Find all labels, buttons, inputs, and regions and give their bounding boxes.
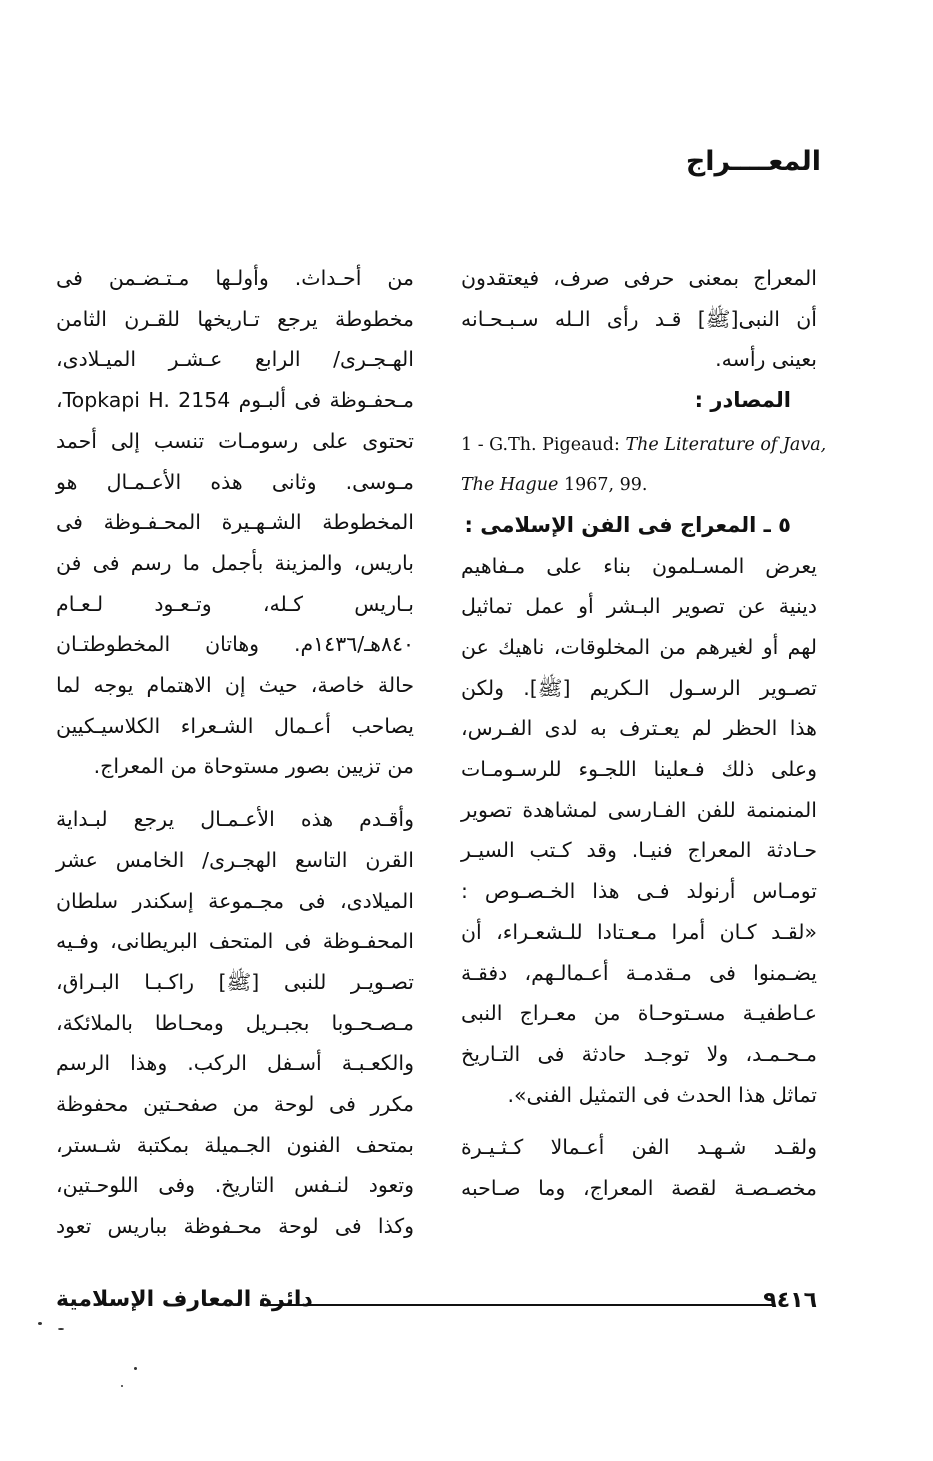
text-line: مـوسى. وثانى هذه الأعـمـال هو	[56, 469, 414, 494]
scan-speck	[121, 1385, 123, 1387]
text-line: بمتحف الفنون الجـميلة بمكتبة شـستر،	[56, 1132, 414, 1157]
text-line: يصاحب أعـمال الشـعراء الكلاسيـكيين	[56, 713, 414, 738]
sources-heading: المصادر :	[694, 388, 791, 413]
text-line: وتعود لنـفس التاريخ. وفى اللوحـتين،	[56, 1173, 414, 1198]
text-line: مـحـمـد، ولا توجـد حادثة فى التـاريخ	[461, 1041, 817, 1066]
paragraph	[461, 546, 817, 1116]
footer-rule	[260, 1304, 772, 1306]
text-line: والكعـبـة أسـفل الركب. وهذا الرسم	[56, 1051, 414, 1076]
text-line: وكذا فى لوحة محـفوظة بباريس تعود	[56, 1214, 414, 1239]
text-line: الهـجـرى/ الرابع عـشـر الميـلادى،	[56, 347, 414, 372]
section-heading: ٥ ـ المعراج فى الفن الإسلامى :	[464, 512, 791, 537]
text-line: عـاطفيـة مسـتوحـاة من معـراج النبى	[461, 1001, 817, 1026]
text-line: القرن التاسع الهجـرى/ الخامس عشر	[56, 847, 414, 872]
text-line: تومـاس أرنولد فـى هذا الخـصـوص :	[461, 879, 817, 904]
left-column	[56, 258, 414, 1247]
text-line: من تزيين بصور مستوحاة من المعراج.	[93, 754, 414, 779]
text-line: تماثل هذا الحدث فى التمثيل الفنى».	[507, 1082, 817, 1107]
paragraph	[56, 258, 414, 787]
text-line: «لقـد كـان أمرا مـعـتادا للـشعـراء، أن	[461, 919, 817, 944]
text-line: المخطوطة الشـهـيرة المحـفـوظة فى	[56, 510, 414, 535]
reference-text: 1967, 99.	[558, 474, 648, 495]
reference-entry	[461, 425, 827, 505]
text-line: يضـمنوا فى مـقدمـة أعـمالـهم، دفقـة	[461, 960, 817, 985]
text-line: لهم أو لغيرهم من المخلوقات، ناهيك عن	[461, 634, 817, 659]
paragraph	[56, 799, 414, 1247]
reference-line	[461, 425, 827, 465]
reference-line	[461, 465, 817, 505]
text-line: الميلادى، فى مجـموعة إسكندر سلطان	[56, 888, 414, 913]
text-line: حالة خاصة، حيث إن الاهتمام يوجه لما	[56, 673, 414, 698]
scan-speck	[38, 1322, 42, 1325]
text-line: المحفـوظة فى المتحف البريطانى، وفـيه	[56, 929, 414, 954]
reference-place: The Hague	[461, 474, 559, 495]
encyclopedia-title: دائرة المعارف الإسلامية	[56, 1287, 313, 1312]
text-line: مكرر فى لوحة من صفحـتين محفوظة	[56, 1092, 414, 1117]
text-line: من أحـداث. وأولـها مـتـضـمن فى	[56, 266, 414, 290]
text-line: مخطوطة يرجع تـاريخها للقـرن الثامن	[56, 306, 414, 331]
right-column	[461, 258, 827, 1209]
text-line: مـحفـوظة فى ألبـوم Topkapi H. 2154،	[56, 388, 414, 413]
text-line: أن النبى[ﷺ] قـد رأى الـله سـبـحـانه	[461, 306, 817, 331]
reference-title: The Literature of Java,	[625, 434, 827, 455]
text-line: ٨٤٠هـ/١٤٣٦م. وهاتان المخطوطتـان	[56, 632, 414, 657]
text-line: دينية عن تصوير البـشر أو عمل تماثيل	[461, 594, 817, 619]
text-line: هذا الحظر لم يعـترف به لدى الفـرس،	[461, 716, 817, 741]
running-head: المعــــراج	[685, 146, 821, 177]
text-line: حـادثة المعراج فنيـا. وقد كـتب السيـر	[461, 838, 817, 863]
text-line: يعرض المسـلمون بناء على مـفاهيم	[461, 553, 817, 578]
scan-speck	[58, 1328, 64, 1330]
text-line: وأقـدم هذه الأعـمـال يرجع لبـداية	[56, 807, 414, 832]
text-line: مـصـحـوبا بجبـريل ومحـاطا بالملائكة،	[56, 1010, 414, 1035]
page-number: ٩٤١٦	[763, 1288, 817, 1313]
text-line: وعلى ذلك فـعلينا اللجـوء للرسـومـات	[461, 757, 817, 782]
scan-speck	[134, 1367, 137, 1370]
text-line: باريس، والمزينة بأجمل ما رسم فى فن	[56, 550, 414, 575]
text-line: تصـويـر للنبى [ﷺ] راكـبـا البـراق،	[56, 969, 414, 994]
text-line: تحتوى على رسومـات تنسب إلى أحمد	[56, 428, 414, 453]
text-line: مخصـصـة لقصة المعراج، وما صـاحبه	[461, 1176, 817, 1201]
text-line: المنمنمة للفن الفـارسى لمشاهدة تصوير	[461, 797, 817, 822]
paragraph	[461, 1127, 817, 1208]
text-line: تصـوير الرسـول الـكريم [ﷺ]. ولكن	[461, 675, 817, 700]
paragraph	[461, 258, 817, 380]
text-line: بعينى رأسه.	[715, 347, 817, 372]
text-line: بـاريس كـله، وتـعـود لـعـام	[56, 591, 414, 616]
text-line: المعراج بمعنى حرفى صرف، فيعتقدون	[461, 266, 817, 290]
text-line: ولقـد شـهـد الفن أعـمالا كـثـيـرة	[461, 1135, 817, 1160]
reference-text: 1 - G.Th. Pigeaud:	[461, 434, 626, 455]
